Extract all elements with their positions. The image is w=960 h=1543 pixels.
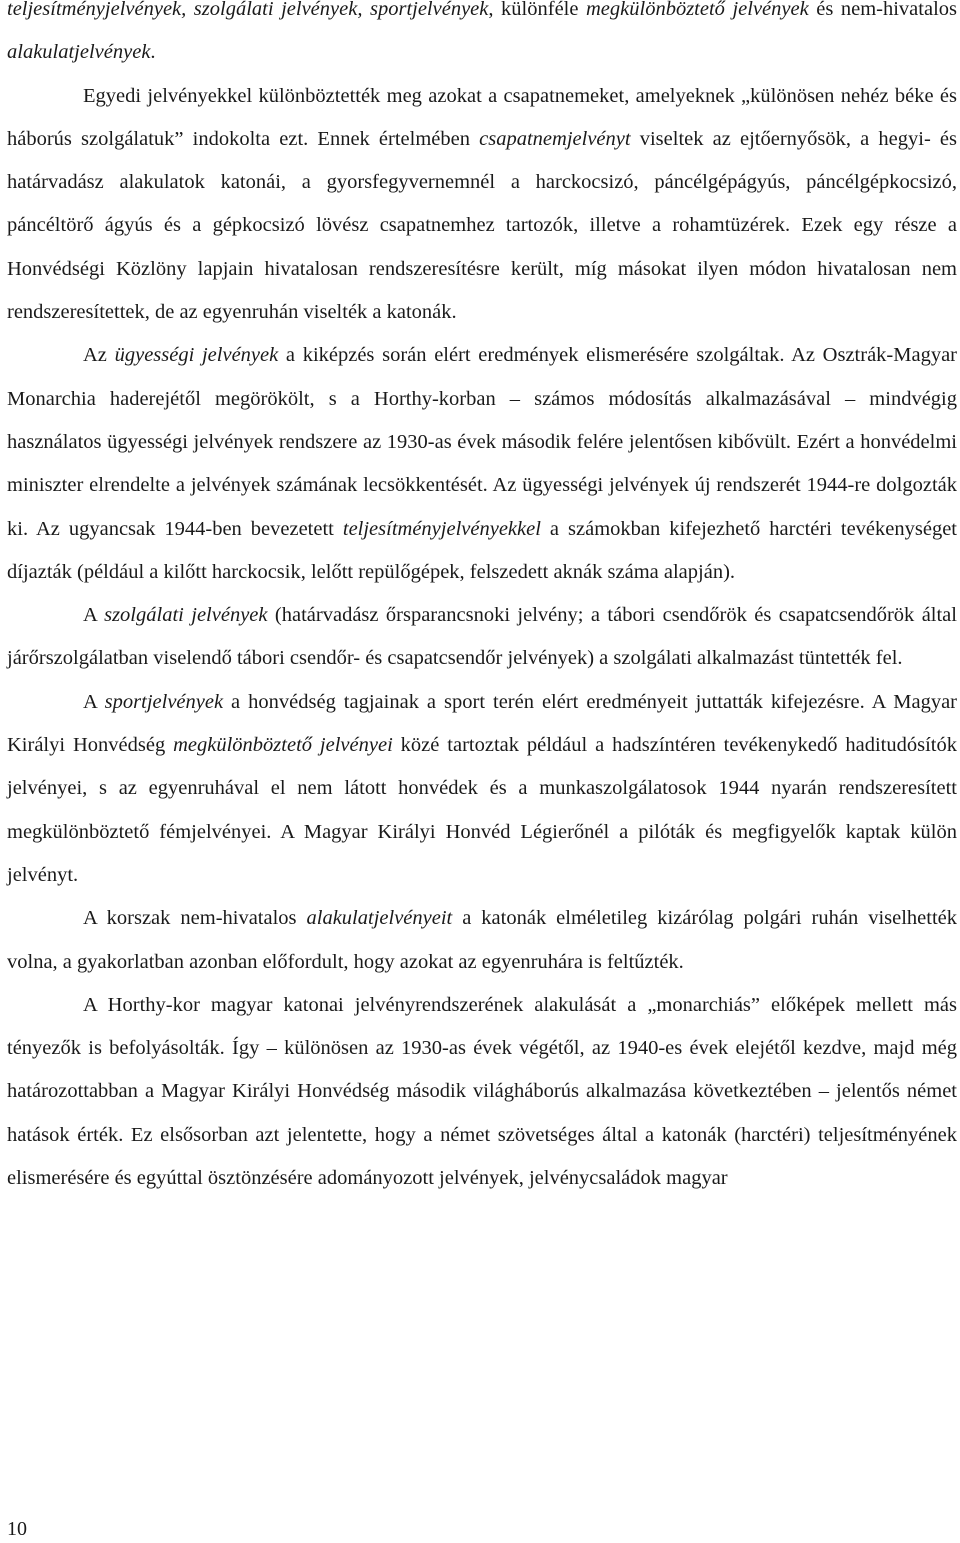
text-run: (határvadász őrsparancsnoki jelvény; a tábori csendőrök és csapatcsendőrök által járőrszolgálatban viselendő tábori csendőr- és csapatcsendőr jelvények) a szolgálati alkalmazást tüntették fel. — [7, 604, 957, 670]
paragraph — [7, 0, 957, 75]
italic-term: sportjelvények — [104, 690, 224, 713]
paragraph — [7, 984, 957, 1200]
italic-term: szolgálati jelvények — [104, 604, 268, 627]
text-run: , különféle — [488, 0, 586, 20]
text-run: A Horthy-kor magyar katonai jelvényrendszerének alakulását a „monarchiás” előképek mellett más tényezők is befolyásolták. Így – különösen az 1930-as évek végétől, az 1940-es évek elejétől kezdve, majd még határozottabban a Magyar Királyi Honvédség második világháborús alkalmazása következtében – jelentős német hatások érték. Ez elsősorban azt jelentette, hogy a német szövetséges által a katonák (harctéri) teljesítményének elismerésére és egyúttal ösztönzésére adományozott jelvények, jelvénycsaládok magyar — [7, 993, 957, 1190]
text-run: a számokban kifejezhető harctéri tevékenységet díjazták (például a kilőtt harckocsik, lelőtt repülőgépek, felszedett aknák száma alapján). — [7, 517, 957, 583]
text-run: A — [83, 690, 105, 713]
italic-term: alakulatjelvények — [7, 41, 151, 64]
italic-term: megkülönböztető jelvényei — [173, 734, 393, 757]
italic-term: teljesítményjelvényekkel — [342, 517, 541, 540]
paragraph — [7, 75, 957, 335]
italic-term: megkülönböztető jelvények — [586, 0, 809, 20]
text-run: A — [83, 604, 105, 627]
text-run: Egyedi jelvényekkel különböztették meg azokat a csapatnemeket, amelyeknek „különösen nehéz béke és háborús szolgálatuk” indokolta ezt. Ennek értelmében — [7, 84, 957, 150]
page-number: 10 — [7, 1518, 27, 1540]
paragraph — [7, 594, 957, 681]
text-run: . — [150, 41, 156, 64]
document-body — [7, 0, 957, 1200]
paragraph — [7, 897, 957, 984]
text-run: és nem-hivatalos — [808, 0, 957, 20]
text-run: közé tartoztak például a hadszíntéren tevékenykedő haditudósítók jelvényei, s az egyenruhával el nem látott honvédek és a munkaszolgálatosok 1944 nyarán rendszeresített megkülönböztető fémjelvényei. A Magyar Királyi Honvéd Légierőnél a pilóták és megfigyelők kaptak külön jelvényt. — [7, 734, 957, 886]
italic-term: alakulatjelvényeit — [306, 907, 453, 930]
paragraph — [7, 334, 957, 594]
text-run: A korszak nem-hivatalos — [83, 907, 307, 930]
text-run: a kiképzés során elért eredmények elismerésére szolgáltak. Az Osztrák-Magyar Monarchia haderejétől megörökölt, s a Horthy-korban – számos módosítás alkalmazásával – mindvégig használatos ügyességi jelvények rendszere az 1930-as évek második felére jelentősen kibővült. Ezért a honvédelmi miniszter elrendelte a jelvények számának lecsökkentését. Az ügyességi jelvények új rendszerét 1944-re dolgozták ki. Az ugyancsak 1944-ben bevezetett — [7, 344, 957, 540]
text-run: a honvédség tagjainak a sport terén elért eredményeit juttatták kifejezésre. A Magyar Királyi Honvédség — [7, 690, 957, 757]
italic-term: teljesítményjelvények, szolgálati jelvények, sportjelvények — [7, 0, 489, 20]
text-run: viseltek az ejtőernyősök, a hegyi- és határvadász alakulatok katonái, a gyorsfegyvernemnél a harckocsizó, páncélgépágyús, páncélgépkocsizó, páncéltörő ágyús és a gépkocsizó lövész csapatnemhez tartozók, illetve a rohamtüzérek. Ezek egy része a Honvédségi Közlöny lapjain hivatalosan rendszeresítésre került, míg másokat ilyen módon hivatalosan nem rendszeresítettek, de az egyenruhán viselték a katonák. — [7, 127, 958, 324]
italic-term: ügyességi jelvények — [114, 344, 279, 367]
paragraph — [7, 681, 957, 897]
italic-term: csapatnemjelvényt — [479, 127, 631, 150]
text-run: Az — [83, 344, 115, 367]
text-run: a katonák elméletileg kizárólag polgári ruhán viselhették volna, a gyakorlatban azonban előfordult, hogy azokat az egyenruhára is feltűzték. — [7, 907, 957, 973]
